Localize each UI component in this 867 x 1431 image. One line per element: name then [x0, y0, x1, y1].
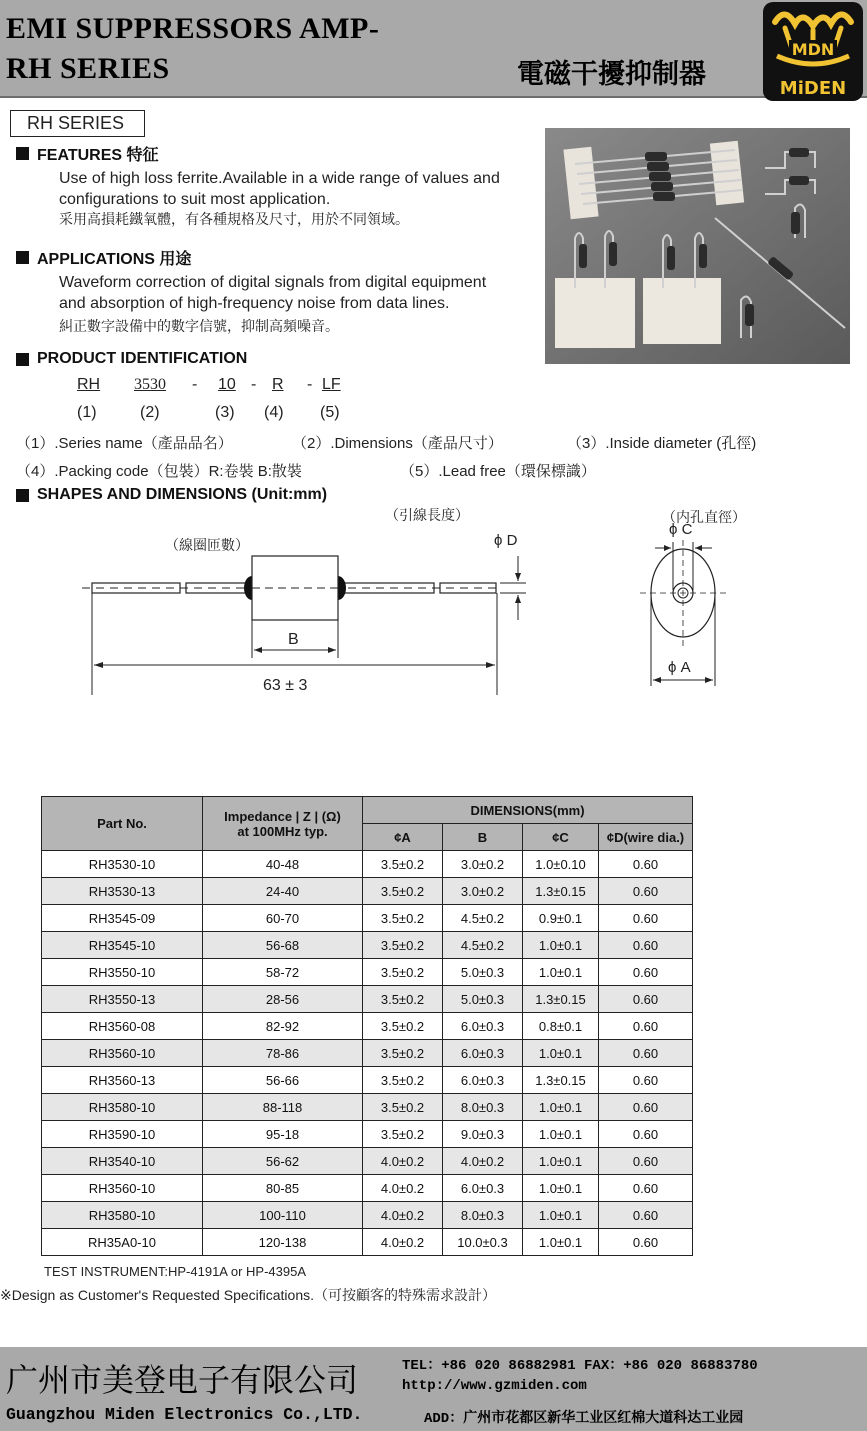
table-cell: 3.5±0.2: [363, 1121, 443, 1148]
code-dash-1: -: [192, 376, 198, 393]
dimension-drawing: [0, 500, 867, 700]
header-phi-a: ¢A: [363, 824, 443, 851]
table-cell: RH35A0-10: [42, 1229, 203, 1256]
table-cell: 0.8±0.1: [523, 1013, 599, 1040]
table-cell: 0.60: [599, 1013, 693, 1040]
table-cell: RH3550-10: [42, 959, 203, 986]
table-cell: RH3545-10: [42, 932, 203, 959]
shapes-heading: SHAPES AND DIMENSIONS (Unit:mm): [16, 486, 327, 504]
table-cell: 1.0±0.1: [523, 959, 599, 986]
table-cell: 4.0±0.2: [443, 1148, 523, 1175]
table-cell: 56-62: [203, 1148, 363, 1175]
applications-text-cn: 糾正數字設備中的數字信號，抑制高頻噪音。: [59, 319, 339, 335]
table-cell: 28-56: [203, 986, 363, 1013]
table-cell: 40-48: [203, 851, 363, 878]
table-cell: 3.5±0.2: [363, 1013, 443, 1040]
miden-logo: [763, 2, 863, 101]
table-cell: 3.5±0.2: [363, 1040, 443, 1067]
table-cell: 0.60: [599, 1067, 693, 1094]
index-1: (1): [77, 404, 97, 421]
index-4: (4): [264, 404, 284, 421]
table-row: [42, 1013, 693, 1040]
table-cell: RH3545-09: [42, 905, 203, 932]
table-cell: 6.0±0.3: [443, 1067, 523, 1094]
title-line-2: RH SERIES: [6, 52, 170, 85]
table-cell: 0.60: [599, 986, 693, 1013]
bullet-square-icon: [16, 251, 29, 264]
table-cell: 1.0±0.1: [523, 1229, 599, 1256]
table-cell: 10.0±0.3: [443, 1229, 523, 1256]
label-total-length: 63 ± 3: [263, 677, 308, 694]
table-row: [42, 932, 693, 959]
header-b: B: [443, 824, 523, 851]
table-cell: 4.5±0.2: [443, 905, 523, 932]
applications-heading: APPLICATIONS 用途: [16, 246, 191, 269]
table-cell: 0.9±0.1: [523, 905, 599, 932]
table-row: [42, 905, 693, 932]
table-cell: 24-40: [203, 878, 363, 905]
note-inside-diameter: （3）.Inside diameter (孔徑): [567, 435, 757, 452]
features-text-cn: 采用高損耗鐵氧體，有各種規格及尺寸，用於不同領域。: [59, 212, 409, 228]
table-cell: RH3540-10: [42, 1148, 203, 1175]
bullet-square-icon: [16, 353, 29, 366]
table-cell: 3.5±0.2: [363, 932, 443, 959]
table-cell: 0.60: [599, 1121, 693, 1148]
table-row: [42, 959, 693, 986]
table-cell: 0.60: [599, 1202, 693, 1229]
table-cell: 3.5±0.2: [363, 1094, 443, 1121]
coil-turns-label: （線圈匝數）: [165, 537, 249, 553]
table-cell: 0.60: [599, 959, 693, 986]
table-cell: 82-92: [203, 1013, 363, 1040]
table-cell: 0.60: [599, 1175, 693, 1202]
table-row: [42, 1202, 693, 1229]
company-name-en: Guangzhou Miden Electronics Co.,LTD.: [6, 1405, 363, 1424]
table-cell: 1.0±0.1: [523, 1175, 599, 1202]
table-cell: 78-86: [203, 1040, 363, 1067]
table-cell: 8.0±0.3: [443, 1094, 523, 1121]
table-row: [42, 1067, 693, 1094]
table-cell: 1.0±0.10: [523, 851, 599, 878]
table-row: [42, 1229, 693, 1256]
table-cell: 6.0±0.3: [443, 1013, 523, 1040]
label-phi-d: ϕ D: [494, 532, 518, 549]
table-cell: RH3560-10: [42, 1040, 203, 1067]
test-instrument: TEST INSTRUMENT:HP-4191A or HP-4395A: [44, 1264, 307, 1279]
company-name-cn: 广州市美登电子有限公司: [6, 1361, 359, 1399]
table-cell: 0.60: [599, 1094, 693, 1121]
label-b: B: [288, 631, 299, 648]
table-cell: RH3580-10: [42, 1202, 203, 1229]
table-cell: RH3530-13: [42, 878, 203, 905]
table-cell: 1.0±0.1: [523, 1148, 599, 1175]
table-cell: 5.0±0.3: [443, 959, 523, 986]
table-cell: 3.0±0.2: [443, 878, 523, 905]
note-series-name: （1）.Series name（產品品名）: [16, 435, 233, 452]
table-cell: RH3580-10: [42, 1094, 203, 1121]
table-row: [42, 878, 693, 905]
table-cell: 58-72: [203, 959, 363, 986]
table-cell: RH3560-13: [42, 1067, 203, 1094]
table-cell: 5.0±0.3: [443, 986, 523, 1013]
table-row: [42, 1040, 693, 1067]
table-row: [42, 851, 693, 878]
custom-design-note: ※Design as Customer's Requested Specifications.（可按顧客的特殊需求設計）: [0, 1287, 496, 1303]
table-cell: 9.0±0.3: [443, 1121, 523, 1148]
lead-length-label: （引線長度）: [385, 507, 469, 523]
logo-mark: MDN: [791, 40, 835, 59]
table-cell: 1.0±0.1: [523, 1040, 599, 1067]
note-lead-free: （5）.Lead free（環保標識）: [400, 463, 596, 480]
inner-diameter-label: （内孔直徑）: [662, 509, 746, 525]
table-row: [42, 986, 693, 1013]
table-row: [42, 1094, 693, 1121]
table-cell: 3.5±0.2: [363, 959, 443, 986]
table-cell: RH3560-10: [42, 1175, 203, 1202]
table-cell: 1.0±0.1: [523, 1121, 599, 1148]
features-heading: FEATURES 特征: [16, 142, 159, 165]
table-cell: 0.60: [599, 1229, 693, 1256]
table-cell: 0.60: [599, 851, 693, 878]
product-identification-heading: PRODUCT IDENTIFICATION: [16, 350, 247, 368]
table-cell: 0.60: [599, 905, 693, 932]
bullet-square-icon: [16, 147, 29, 160]
table-row: [42, 1175, 693, 1202]
website-link[interactable]: http://www.gzmiden.com: [402, 1378, 587, 1394]
page-footer: [0, 1347, 867, 1431]
table-cell: 0.60: [599, 932, 693, 959]
table-cell: 3.5±0.2: [363, 851, 443, 878]
table-cell: 4.0±0.2: [363, 1175, 443, 1202]
table-cell: 3.5±0.2: [363, 905, 443, 932]
table-cell: 60-70: [203, 905, 363, 932]
table-cell: 1.3±0.15: [523, 878, 599, 905]
header-impedance: Impedance | Z | (Ω) at 100MHz typ.: [203, 797, 363, 851]
table-body: [42, 851, 693, 1256]
table-cell: 4.0±0.2: [363, 1229, 443, 1256]
title-chinese: 電磁干擾抑制器: [517, 59, 706, 90]
table-cell: 6.0±0.3: [443, 1175, 523, 1202]
code-dash-2: -: [251, 376, 257, 393]
table-cell: 1.0±0.1: [523, 1094, 599, 1121]
table-cell: 56-68: [203, 932, 363, 959]
logo-crown-icon: [763, 2, 863, 78]
header-phi-c: ¢C: [523, 824, 599, 851]
table-cell: 4.5±0.2: [443, 932, 523, 959]
table-cell: 4.0±0.2: [363, 1202, 443, 1229]
table-cell: RH3590-10: [42, 1121, 203, 1148]
header-phi-d: ¢D(wire dia.): [599, 824, 693, 851]
table-cell: 8.0±0.3: [443, 1202, 523, 1229]
code-inside-diameter: 10: [218, 376, 236, 393]
table-cell: 95-18: [203, 1121, 363, 1148]
code-packing: R: [272, 376, 284, 393]
table-cell: 3.5±0.2: [363, 878, 443, 905]
features-text: Use of high loss ferrite.Available in a wide range of values and configurations to suit most application.: [59, 170, 500, 208]
tel-fax: TEL：+86 020 86882981 FAX：+86 020 86883780: [402, 1358, 758, 1374]
table-cell: 3.5±0.2: [363, 1067, 443, 1094]
product-photo: [545, 128, 850, 364]
table-cell: 1.3±0.15: [523, 1067, 599, 1094]
page-header: [0, 0, 867, 98]
note-dimensions: （2）.Dimensions（產品尺寸）: [292, 435, 503, 452]
table-cell: 4.0±0.2: [363, 1148, 443, 1175]
table-cell: 0.60: [599, 878, 693, 905]
table-cell: RH3560-08: [42, 1013, 203, 1040]
table-cell: 6.0±0.3: [443, 1040, 523, 1067]
note-packing-code: （4）.Packing code（包裝）R:卷裝 B:散裝: [16, 463, 302, 480]
dimensions-table: [41, 796, 693, 1256]
code-dash-3: -: [307, 376, 313, 393]
label-phi-c: ϕ C: [669, 521, 693, 538]
table-cell: 0.60: [599, 1040, 693, 1067]
table-cell: 1.0±0.1: [523, 1202, 599, 1229]
table-cell: 1.0±0.1: [523, 932, 599, 959]
address: ADD：广州市花都区新华工业区红棉大道科达工业园: [424, 1411, 744, 1427]
table-cell: 88-118: [203, 1094, 363, 1121]
table-cell: 1.3±0.15: [523, 986, 599, 1013]
table-cell: 120-138: [203, 1229, 363, 1256]
series-label: RH SERIES: [10, 110, 145, 137]
code-series: RH: [77, 376, 101, 393]
index-2: (2): [140, 404, 160, 421]
applications-text: Waveform correction of digital signals from digital equipment and absorption of high-frequency noise from data lines.: [59, 274, 487, 312]
index-5: (5): [320, 404, 340, 421]
index-3: (3): [215, 404, 235, 421]
code-dimensions: 3530: [134, 376, 166, 393]
code-lead-free: LF: [322, 376, 341, 393]
header-dimensions: DIMENSIONS(mm): [363, 797, 693, 824]
table-row: [42, 1121, 693, 1148]
header-part-no: Part No.: [42, 797, 203, 851]
table-cell: 56-66: [203, 1067, 363, 1094]
title-line-1: EMI SUPPRESSORS AMP-: [6, 12, 380, 45]
table-cell: 3.0±0.2: [443, 851, 523, 878]
logo-name: MiDEN: [779, 78, 847, 99]
table-cell: 80-85: [203, 1175, 363, 1202]
table-cell: 0.60: [599, 1148, 693, 1175]
table-cell: 3.5±0.2: [363, 986, 443, 1013]
table-cell: RH3550-13: [42, 986, 203, 1013]
table-row: [42, 1148, 693, 1175]
table-cell: 100-110: [203, 1202, 363, 1229]
label-phi-a: ϕ A: [668, 659, 691, 676]
table-cell: RH3530-10: [42, 851, 203, 878]
